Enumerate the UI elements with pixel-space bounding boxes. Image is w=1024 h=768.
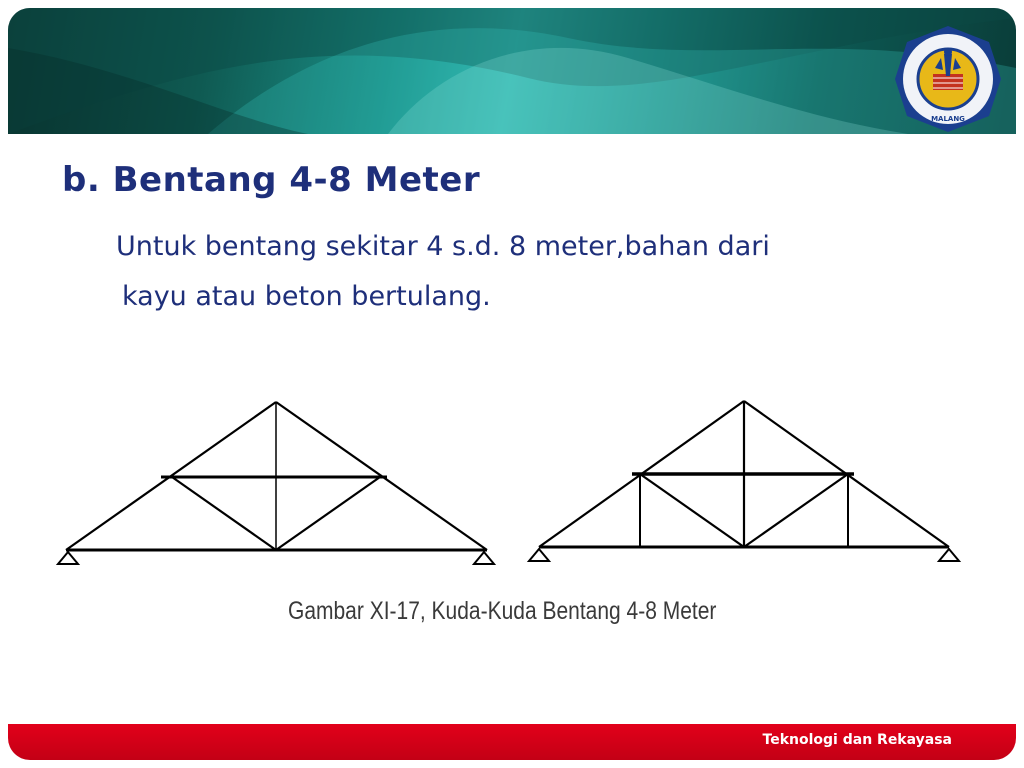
logo-bottom-text: MALANG [931, 115, 965, 123]
right-support-icon [939, 549, 959, 561]
right-truss [529, 401, 959, 561]
roof-truss-diagram [50, 395, 970, 585]
banner-swirl-graphic [8, 8, 1016, 134]
footer-bar [8, 724, 1016, 760]
left-support-icon [58, 552, 78, 564]
body-line-1: Untuk bentang sekitar 4 s.d. 8 meter,bahan dari [116, 231, 770, 262]
right-support-icon [474, 552, 494, 564]
header-banner [8, 8, 1016, 134]
school-logo [893, 24, 1003, 134]
footer-text: Teknologi dan Rekayasa [762, 732, 952, 748]
slide-body-text [116, 222, 966, 322]
figure-caption: Gambar XI-17, Kuda-Kuda Bentang 4-8 Meter [288, 597, 717, 625]
left-support-icon [529, 549, 549, 561]
left-truss [58, 402, 494, 564]
slide-title: b. Bentang 4-8 Meter [62, 160, 481, 200]
body-line-2: kayu atau beton bertulang. [122, 281, 491, 312]
